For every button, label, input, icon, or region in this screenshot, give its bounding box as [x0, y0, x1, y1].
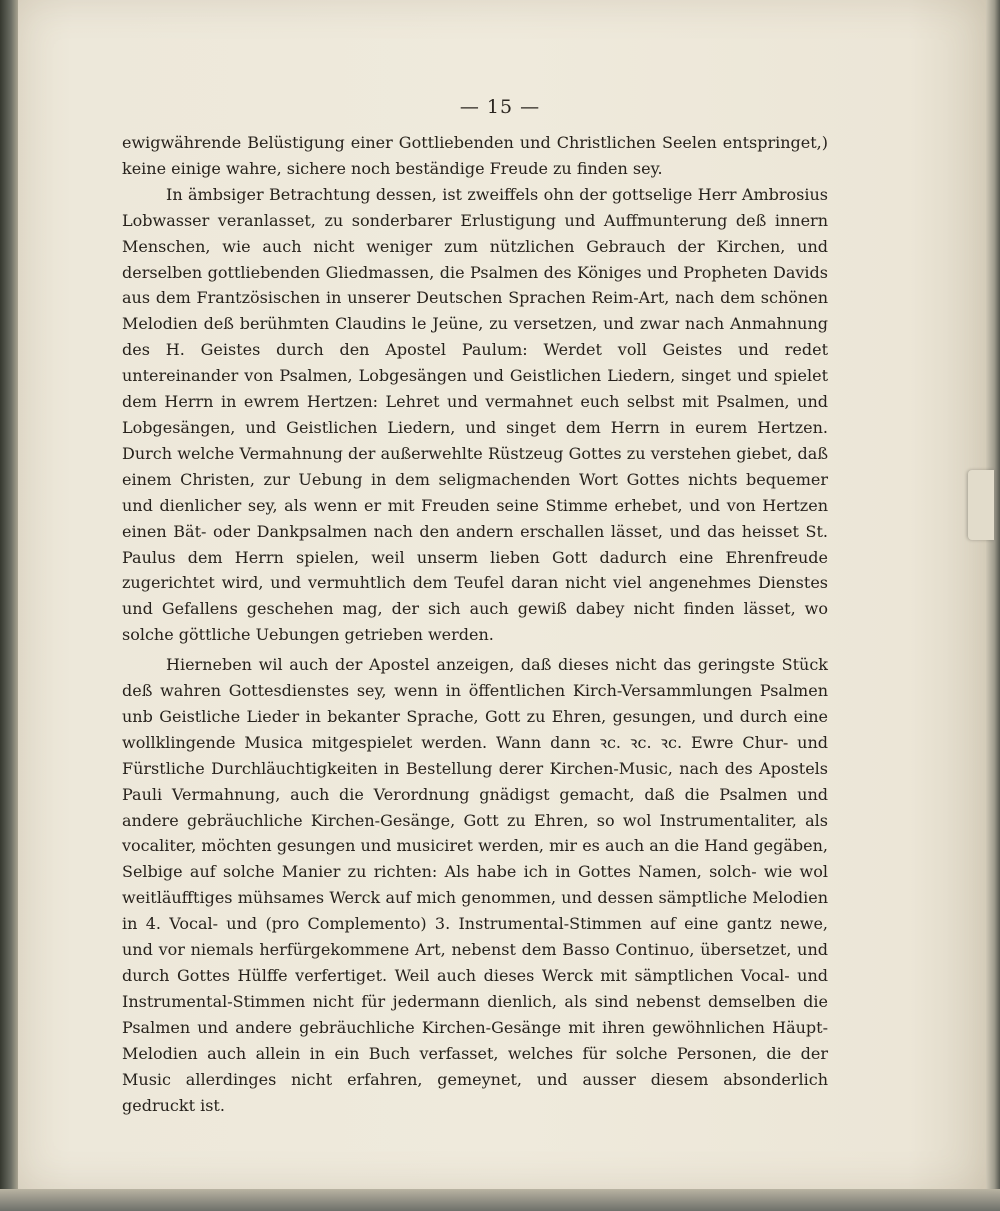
paragraph-2: In ämbsiger Betrachtung dessen, ist zweiffels ohn der gottselige Herr Ambrosius Lobwasser veranlasset, zu sonderbarer Erlustigung und Auffmunterung deß innern Menschen, wie auch nicht weniger zum nützlichen Gebrauch der Kirchen, und derselben gottliebenden Gliedmassen, die Psalmen des Königes und Propheten Davids aus dem Frantzösischen in unserer Deutschen Sprachen Reim-Art, nach dem schönen Melodien deß berühmten Claudins le Jeüne, zu versetzen, und zwar nach Anmahnung des H. Geistes durch den Apostel Paulum: Werdet voll Geistes und redet untereinander von Psalmen, Lobgesängen und Geistlichen Liedern, singet und spielet dem Herrn in ewrem Hertzen: Lehret und vermahnet euch selbst mit Psalmen, und Lobgesängen, und Geistlichen Liedern, und singet dem Herrn in eurem Hertzen. Durch welche Vermahnung der außerwehlte Rüstzeug Gottes zu verstehen giebet, daß einem Christen, zur Uebung in dem seligmachenden Wort Gottes nichts bequemer und dienlicher sey, als wenn er mit Freuden seine Stimme erhebet, und von Hertzen einen Bät- oder Dankpsalmen nach den andern erschallen lässet, und das heisset St. Paulus dem Herrn spielen, weil unserm lieben Gott dadurch eine Ehrenfreude zugerichtet wird, und vermuhtlich dem Teufel daran nicht viel angenehmes Dienstes und Gefallens geschehen mag, der sich auch gewiß dabey nicht finden lässet, wo solche göttliche Uebungen getrieben werden. [122, 184, 828, 645]
book-spine [0, 0, 18, 1211]
page-number: — 15 — [459, 96, 541, 118]
body-text [122, 130, 828, 1118]
page-edge [986, 0, 1000, 1211]
paragraph-3: Hierneben wil auch der Apostel anzeigen, daß dieses nicht das geringste Stück deß wahren Gottesdienstes sey, wenn in öffentlichen Kirch-Versammlungen Psalmen unb Geistliche Lieder in bekanter Sprache, Gott zu Ehren, gesungen, und durch eine wollklingende Musica mitgespielet werden. Wann dann ꝛc. ꝛc. ꝛc. Ewre Chur- und Fürstliche Durchläuchtigkeiten in Bestellung derer Kirchen-Music, nach des Apostels Pauli Vermahnung, auch die Verordnung gnädigst gemacht, daß die Psalmen und andere gebräuchliche Kirchen-Gesänge, Gott zu Ehren, so wol Instrumentaliter, als vocaliter, möchten gesungen und musiciret werden, mir es auch an die Hand gegäben, Selbige auf solche Manier zu richten: Als habe ich in Gottes Namen, solch- wie wol weitläufftiges mühsames Werck auf mich genommen, und dessen sämptliche Melodien in 4. Vocal- und (pro Complemento) 3. Instrumental-Stimmen auf eine gantz newe, und vor niemals herfürgekommene Art, nebenst dem Basso Continuo, übersetzet, und durch Gottes Hülffe verfertiget. Weil auch dieses Werck mit sämptlichen Vocal- und Instrumental-Stimmen nicht für jedermann dienlich, als sind nebenst demselben die Psalmen und andere gebräuchliche Kirchen-Gesänge mit ihren gewöhnlichen Häupt-Melodien auch allein in ein Buch verfasset, welches für solche Personen, die der Music allerdinges nicht erfahren, gemeynet, und ausser diesem absonderlich gedruckt ist. [122, 655, 828, 1115]
paragraph-1: ewigwährende Belüstigung einer Gottliebenden und Christlichen Seelen entspringet,) keine einige wahre, sichere noch beständige Freude zu finden sey. [122, 133, 828, 178]
page-tab [968, 470, 994, 540]
book-page [14, 0, 986, 1190]
bottom-edge [0, 1189, 1000, 1211]
